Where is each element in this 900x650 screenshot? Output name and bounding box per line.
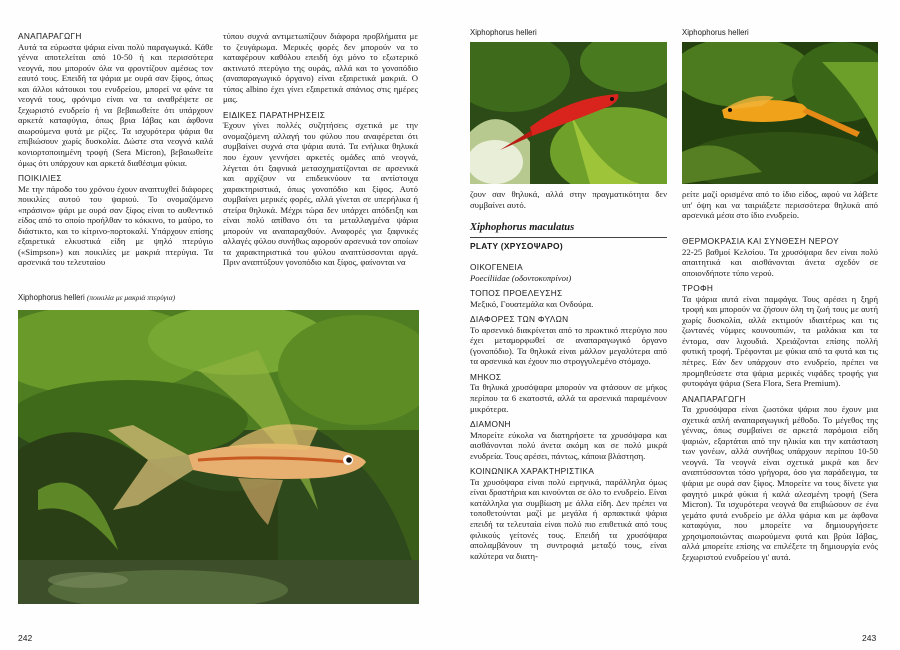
species-title: Xiphophorus maculatus — [470, 222, 575, 233]
caption-note: (ποικιλία με μακριά πτερύγια) — [86, 293, 176, 302]
paragraph-sex-differences: Το αρσενικό διακρίνεται από το πρωκτικό πτερύγιο που έχει μεταμορφωθεί σε αναπαραγωγικό όργανο (γονοπόδιο). Τα θηλυκά είναι μάλλον μεγαλύτερα από τα αρσενικά και έχουν πιο στρογγυλεμένο στόμαχο. — [470, 324, 667, 367]
heading-varieties: ΠΟΙΚΙΛΙΕΣ — [18, 173, 62, 184]
heading-reproduction-platy: ΑΝΑΠΑΡΑΓΩΓΗ — [682, 393, 746, 404]
heading-social: ΚΟΙΝΩΝΙΚΑ ΧΑΡΑΚΤΗΡΙΣΤΙΚΑ — [470, 466, 595, 477]
paragraph-temperature: 22-25 βαθμοί Κελσίου. Τα χρυσόψαρα δεν είναι πολύ απαιτητικά και αισθάνονται άνετα σχεδόν σε οποιονδήποτε τύπο νερού. — [682, 246, 878, 278]
heading-special-notes: ΕΙΔΙΚΕΣ ΠΑΡΑΤΗΡΗΣΕΙΣ — [223, 109, 326, 120]
heading-sex-differences: ΔΙΑΦΟΡΕΣ ΤΩΝ ΦΥΛΩΝ — [470, 314, 569, 325]
right-column-1 — [470, 262, 667, 561]
paragraph-social: Τα χρυσόψαρα είναι πολύ ειρηνικά, παράλληλα όμως είναι δραστήρια και κινούνται σε όλο το ενυδρείο. Είναι κατάλληλα για συμβίωση με άλλα είδη. Δεν πρέπει να τοποθετούνται μαζί με μεγάλα ή αρπακτικά ψάρια επειδή τα τελευταία είναι πολύ πιο επιθετικά από τους φιλικούς γείτονές τους. Επειδή τα χρυσόψαρα απολαμβάνουν τη συντροφιά μεταξύ τους, είναι καλύτερα να διατη- — [470, 476, 667, 561]
photo1-caption: Xiphophorus helleri — [470, 28, 537, 37]
golden-swordtail-photo — [682, 42, 878, 184]
paragraph-reproduction-platy: Τα χρυσόψαρα είναι ζωοτόκα ψάρια που έχουν μια σχετικά απλή αναπαραγωγική μέθοδο. Το μέγεθος της γέννας, όπως συμβαίνει σε αρκετά παρόμοια είδη ψαριών, εξαρτάται από την ηλικία και την κατάσταση των γονέων, αλλά συνήθως υπάρχουν περίπου 10-50 νεογνά. Τα νεογνά είναι σχετικά μικρά και δεν αναπτύσσονται τόσο γρήγορα, όσο για παράδειγμα, τα ψάρια με ουρά σαν ξίφος. Μπορείτε να τους δίνετε για φαγητό μικρά φύκια ή καλά αλεσμένη τροφή (Sera Micron). Τα ισχυρότερα νεογνά θα επιβιώσουν σε ένα γεμάτο φυτά ενυδρείο με άλλα ψάρια και με άφθονα καταφύγια, που μπορείτε να δημιουργήσετε χρησιμοποιώντας αιωρούμενα φυτά και βρύα Ιάβας, αλλά μπορείτε επίσης να επιλέξετε τη δημιουργία ενός ξεχωριστού ενυδρείου γι' αυτά. — [682, 404, 878, 562]
heading-temperature: ΘΕΡΜΟΚΡΑΣΙΑ ΚΑΙ ΣΥΝΘΕΣΗ ΝΕΡΟΥ — [682, 236, 839, 246]
continued-right-text: ρείτε μαζί ορισμένα από το ίδιο είδος, αφού να λάβετε υπ' όψη και να ταιριάξετε περισσότερα θηλυκά από αρσενικά μέσα στο ίδιο ενυδρείο. — [682, 189, 878, 221]
paragraph-family: Poeciliidae (οδοντοκυπρίνοι) — [470, 272, 572, 283]
heading-food: ΤΡΟΦΗ — [682, 283, 714, 294]
paragraph-keeping: Μπορείτε εύκολα να διατηρήσετε τα χρυσόψαρα και αισθάνονται πολύ άνετα ακόμη και σε πολύ μικρά ενυδρεία. Τους αρέσει, πάντως, κάποια βλάστηση. — [470, 429, 667, 461]
large-photo-caption — [18, 293, 175, 302]
paragraph-length: Τα θηλυκά χρυσόψαρα μπορούν να φτάσουν σε μήκος περίπου τα 6 εκατοστά, αλλά τα αρσενικά παραμένουν μικρότερα. — [470, 382, 667, 414]
golden-swordtail-image — [682, 42, 878, 184]
right-page — [450, 0, 900, 650]
heading-keeping: ΔΙΑΜΟΝΗ — [470, 419, 511, 430]
page-number-left: 242 — [18, 633, 33, 643]
continued-left-text: ζουν σαν θηλυκά, αλλά στην πραγματικότητα δεν συμβαίνει αυτό. — [470, 189, 667, 210]
heading-origin: ΤΟΠΟΣ ΠΡΟΕΛΕΥΣΗΣ — [470, 288, 563, 299]
paragraph-reproduction: Αυτά τα εύρωστα ψάρια είναι πολύ παραγωγικά. Κάθε γέννα αποτελείται από 10-50 ή και περισσότερα νεογνά, που μπορούν όλα να φροντίζουν αμέσως τον εαυτό τους. Επειδή τα ψάρια με ουρά σαν ξίφος, όπως και άλλοι κάτοικοι του ενυδρείου, μπορεί να φάνε τα νεογνά τους, φρόνιμο είναι να τα αναθρέψετε σε ξεχωριστό ενυδρείο ή να βεβαιωθείτε ότι υπάρχουν αρκετά καταφύγια, όπως βρια Ιάβας και άφθονα αιωρούμενα φυτά με ρίζες. Τα ισχυρότερα ψάρια θα επιβιώσουν χωρίς δυσκολία. Δώστε στα νεογνά καλά κονιορτοποιημένη τροφή (Sera Micron), βεβαιωθείτε όμως ότι υπάρχουν και αρκετά διαθέσιμα φύκια. — [18, 41, 213, 168]
caption-species: Xiphophorus helleri — [18, 293, 85, 302]
species-common-name: PLATY (ΧΡΥΣΟΨΑΡΟ) — [470, 241, 563, 251]
red-swordtail-photo — [470, 42, 667, 184]
paragraph-special-notes: Έχουν γίνει πολλές συζητήσεις σχετικά με την ονομαζόμενη αλλαγή του φύλου που αναφέρεται ότι συμβαίνει συχνά στα ψάρια αυτά. Τα ενήλικα θηλυκά που έχουν γεννήσει αρκετές ομάδες από νεογνά, λέγεται ότι ξαφνικά μετασχηματίζονται σε αρσενικά και αρχίζουν να επιδεικνύουν τα αντίστοιχα χαρακτηριστικά, όπως γονοπόδιο και ξίφος. Αυτό συμβαίνει μερικές φορές, αλλά γίνεται σε υπερήλικα ή στείρα θηλυκά. Μέχρι τώρα δεν υπάρχει απόδειξη και είναι πολύ απίθανο ότι τα μεταλλαγμένα ψάρια μπορούν να αναπαραχθούν. Αναφορές για ξαφνικές αλλαγές φύλου συνήθως αφορούν αρσενικά τον οποίων τα χαρακτηριστικά του φύλου αναπτύσσονται αργά. Πριν αναπτύξουν γονοπόδιο και ξίφος, φαίνονται να — [223, 120, 418, 268]
left-column-2 — [223, 31, 418, 268]
paragraph-varieties: Με την πάροδο του χρόνου έχουν αναπτυχθεί διάφορες ποικιλίες αυτού του ψαριού. Το ονομαζόμενο «πράσινο» ψάρι με ουρά σαν ξίφος είναι το αυθεντικό είδος από το οποίο προήλθαν το κόκκινο, το μαύρο, το διάστικτο, και το κίτρινο-πορτοκαλί. Υπάρχουν επίσης εξαιρετικά ελκυστικά είδη με ψηλό πτερύγιο («Simpson») και ποικιλίες με μακριά πτερύγια. Τα αρσενικά του τελευταίου — [18, 183, 213, 268]
long-fin-swordtail-image — [18, 310, 419, 604]
paragraph-food: Τα ψάρια αυτά είναι παμφάγα. Τους αρέσει η ξηρή τροφή και μπορούν να ζήσουν όλη τη ζωή τους με αυτή χωρίς δυσκολία, αλλά εκτιμούν ιδιαιτέρως και τις ζωντανές νύμφες κουνουπιών, τα μαλάκια και τα έντομα, σαν λιχουδιά. Χρειάζονται επίσης πολλή φυτική τροφή. Τρέφονται με φύκια από τα φυτά και τις πέτρες. Εάν δεν υπάρχουν στο ενυδρείο, πρέπει να προμηθεύσετε στα ψάρια μερικές νιφάδες τροφής για φυτοφάγα ψάρια (Sera Flora, Sera Premium). — [682, 293, 878, 389]
heading-family: ΟΙΚΟΓΕΝΕΙΑ — [470, 262, 523, 272]
heading-length: ΜΗΚΟΣ — [470, 371, 502, 382]
heading-reproduction: ΑΝΑΠΑΡΑΓΩΓΗ — [18, 31, 82, 41]
large-swordtail-photo — [18, 310, 419, 604]
paragraph-origin: Μεξικό, Γουατεμάλα και Ονδούρα. — [470, 298, 594, 309]
page-number-right: 243 — [862, 633, 877, 643]
red-swordtail-image — [470, 42, 667, 184]
left-column-1 — [18, 31, 213, 268]
paragraph-continued: τύπου συχνά αντιμετωπίζουν διάφορα προβλήματα με το ζευγάρωμα. Μερικές φορές δεν μπορούν να το καταφέρουν καθόλου επειδή όχι μόνο το εξωτερικό ακτινωτό πτερύγιο της ουράς, αλλά και το γονοπόδιο (αναπαραγωγικό όργανο) είναι εξαιρετικά μακριά. Ο τύπος albino έχει γίνει εξαιρετικά σπάνιος στις ημέρες μας. — [223, 31, 418, 105]
photo2-caption: Xiphophorus helleri — [682, 28, 749, 37]
title-rule — [470, 237, 667, 238]
right-column-2 — [682, 236, 878, 562]
